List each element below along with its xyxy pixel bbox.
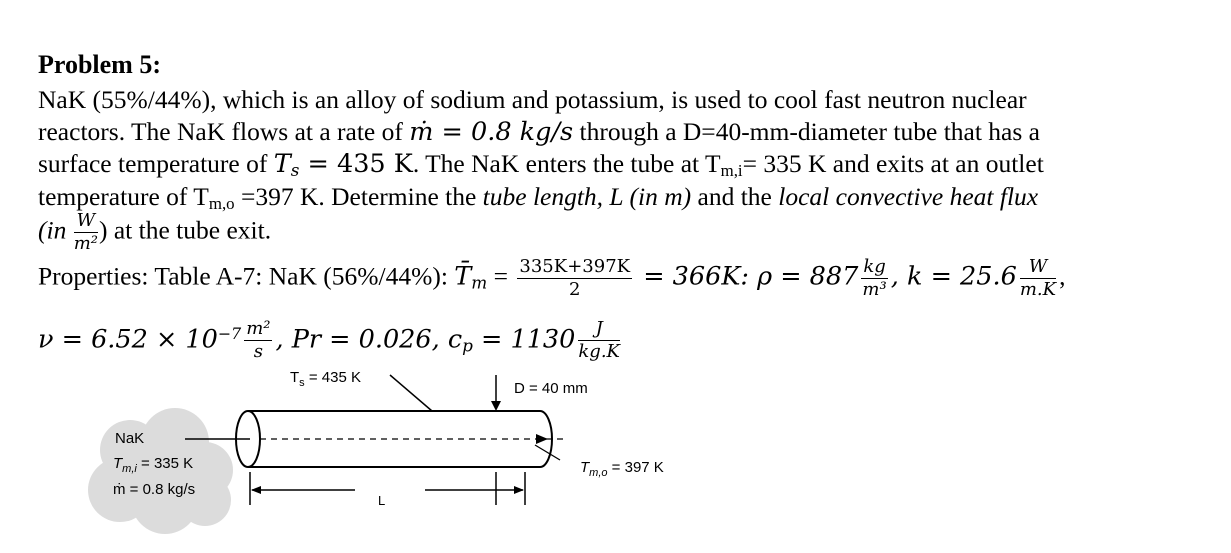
tm-subscript: m [471,272,488,293]
inlet-temp-label: $T_{m,i} = 335$ K [113,455,194,475]
ts-label: $T_s = 435$ K [290,369,361,389]
heat-flux-units-den: m² [73,233,98,254]
cp-equals: = 1130 [472,324,576,355]
nu-units-num: m² [246,318,271,339]
line2-text-b: through a D=40-mm-diameter tube that has a [573,117,1040,146]
ts-symbol: T [273,149,291,179]
length-arrow-right [514,486,524,494]
rho-units-den: m³ [862,279,887,300]
k-end: , [1059,261,1066,291]
line4-text-b: =397 K. Determine the [234,182,483,211]
cp-units-den: kg.K [578,341,620,362]
line4-text-a: temperature of T [38,182,209,211]
properties-prefix: Properties: Table A-7: NaK (56%/44%): [38,261,455,291]
nu-value: ν = 6.52 × 10 [38,324,218,355]
length-label: L [378,493,386,508]
tm-fraction-den: 2 [569,279,581,300]
length-arrow-left [251,486,261,494]
rho-units-num: kg [863,256,886,277]
line3-subscript: m,i [720,161,743,181]
line5-rest: ) at the tube exit. [99,215,272,245]
ts-value: = 435 K [299,149,413,179]
outlet-arrowhead [536,434,548,444]
problem-line-1: NaK (55%/44%), which is an alloy of sodium and potassium, is used to cool fast neutron nuclear [38,85,1027,114]
line3-text-a: surface temperature of [38,149,274,178]
tube-length-phrase: tube length, L (in m) [482,182,692,211]
line2-text-a: reactors. The NaK flows at a rate of [38,117,410,146]
inlet-mass-flow-label: ṁ = 0.8 kg/s [113,481,196,498]
k-units-den: m.K [1019,279,1057,300]
tm-result: = 366K: ρ = 887 [635,261,859,292]
line3-text-c: = 335 K and exits at an outlet [742,149,1044,178]
line4-subscript: m,o [208,194,235,214]
cp-subscript: p [462,335,473,356]
problem-title: Problem 5: [38,50,161,79]
tm-symbol: T̄ [454,261,472,292]
cp-units-num: J [578,320,620,341]
outlet-leader [535,445,560,460]
diameter-label: D = 40 mm [514,380,588,397]
ts-subscript: s [290,160,300,181]
pr-cp-value: , Pr = 0.026, c [275,324,463,355]
diameter-arrowhead [491,401,501,411]
mass-flow-expression: ṁ = 0.8 kg/s [409,117,574,147]
tm-equals: = [487,261,515,291]
outlet-temp-label: $T_{m,o} = 397$ K [580,459,664,479]
k-value: , k = 25.6 [890,261,1017,292]
line5-in: (in [38,215,73,245]
k-units-num: W [1020,258,1056,279]
tm-fraction-num: 335K+397K [519,256,631,277]
length-dimension [250,472,525,505]
line3-text-b: . The NaK enters the tube at T [412,149,721,178]
heat-flux-units-num: W [74,212,98,233]
line4-text-c: and the [691,182,779,211]
heat-flux-phrase: local convective heat flux [778,182,1039,211]
inlet-title: NaK [115,430,145,447]
nu-units-den: s [253,341,263,362]
ts-leader [390,375,432,411]
nu-exponent: −7 [217,323,242,343]
